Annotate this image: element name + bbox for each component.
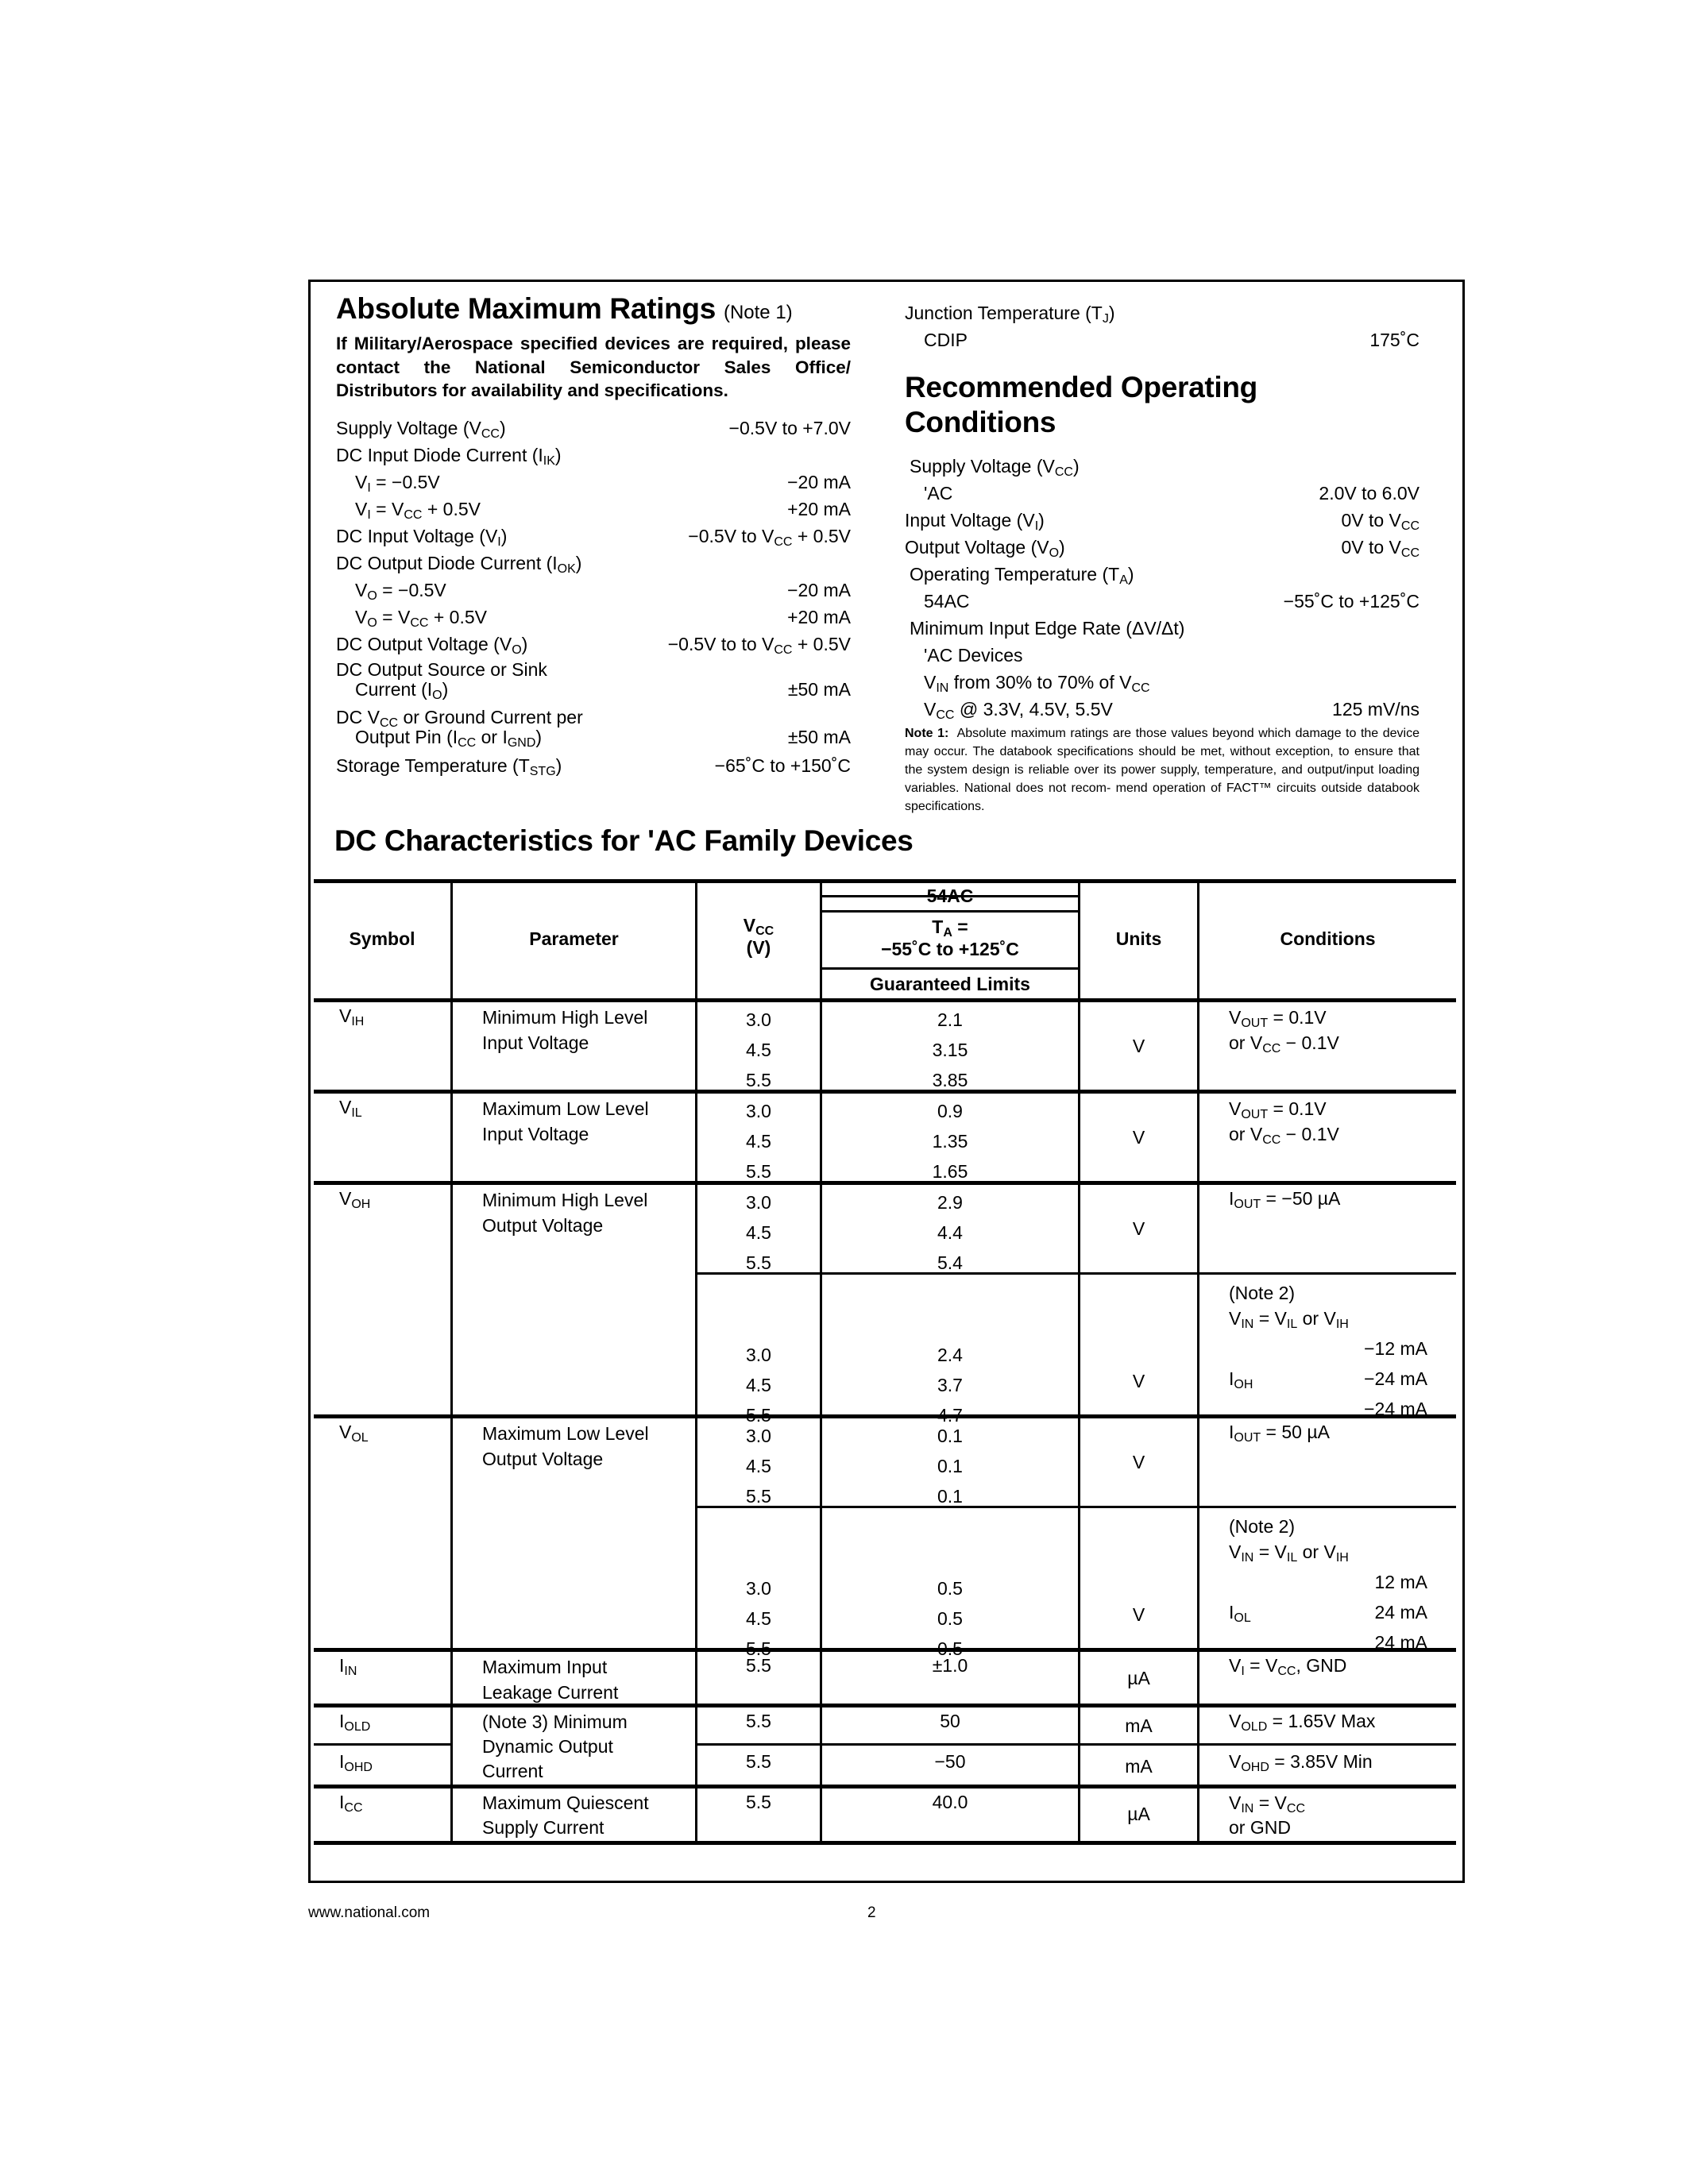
abs-max-item: $V_O = V_{CC} + 0.5V$ +20 mA (355, 607, 851, 630)
symbol-cell: $I_{OLD}$ (339, 1711, 371, 1734)
rec-op-title: Recommended Operating Conditions (905, 371, 1257, 438)
symbol-cell: $I_{CC}$ (339, 1792, 363, 1815)
vcc-cell: 3.0 4.5 5.5 (746, 1578, 771, 1659)
abs-max-value: +20 mA (787, 499, 851, 519)
vcc-cell: 3.0 4.5 5.5 (746, 1192, 771, 1273)
abs-max-title (336, 291, 793, 330)
limit-cell: 2.4 3.7 4.7 (937, 1345, 963, 1426)
conditions-cell: $I_{OUT} = 50$ µA (1229, 1422, 1330, 1445)
limit-cell: 40.0 (932, 1792, 968, 1812)
col-header-symbol: Symbol (349, 928, 415, 949)
parameter-cell: Maximum Low Level Output Voltage (482, 1423, 649, 1469)
units-cell: mA (1125, 1715, 1153, 1736)
units-cell: V (1132, 1036, 1145, 1056)
rec-op-item: $V_{CC}$ @ 3.3V, 4.5V, 5.5V 125 mV/ns (924, 699, 1420, 722)
abs-max-value: −0.5V to $V_{CC} + 0.5V$ (688, 526, 851, 549)
units-cell: V (1132, 1218, 1145, 1239)
limit-cell: 50 (940, 1711, 960, 1731)
conditions-cell: $I_{OUT} = -50$ µA (1229, 1188, 1341, 1211)
note-1-label: Note 1: (905, 727, 949, 740)
dc-title: DC Characteristics for 'AC Family Devices (334, 824, 914, 857)
col-header-units: Units (1115, 928, 1162, 949)
rec-op-item: Output Voltage $(V_O)$ 0V to $V_{CC}$ (905, 537, 1420, 560)
limit-cell: −50 (934, 1751, 966, 1772)
military-notice: If Military/Aerospace specified devices are required, please contact the National Semiconductor Sales Office/ Distributors for availability and specifications. (336, 334, 851, 400)
abs-max-item: $V_I = V_{CC} + 0.5V$ +20 mA (355, 499, 851, 522)
parameter-cell: Minimum High Level Output Voltage (482, 1190, 648, 1236)
limit-cell: 2.1 3.15 3.85 (932, 1009, 968, 1090)
vcc-cell: 3.0 4.5 5.5 (746, 1345, 771, 1426)
vcc-cell: 5.5 (746, 1711, 771, 1731)
rec-op-value: 0V to $V_{CC}$ (1341, 537, 1420, 560)
abs-max-value: −20 mA (787, 580, 851, 600)
conditions-cell: (Note 2) $V_{IN} = V_{IL}$ or $V_{IH}$ 12 mA $I_{OL}$ 24 mA 24 mA (1229, 1516, 1427, 1653)
parameter-cell: (Note 3) Minimum Dynamic Output Current (482, 1711, 628, 1781)
abs-max-item: DC $V_{CC}$ or Ground Current per Output Pin ($I_{CC}$ or $I_{GND}$) ±50 mA (336, 707, 851, 750)
abs-max-title-note: (Note 1) (723, 302, 793, 323)
abs-max-title-text: Absolute Maximum Ratings (336, 292, 716, 325)
vcc-cell: 3.0 4.5 5.5 (746, 1101, 771, 1182)
abs-max-value: −20 mA (787, 472, 851, 492)
parameter-cell: Minimum High Level Input Voltage (482, 1007, 648, 1053)
symbol-cell: $V_{IL}$ (339, 1097, 362, 1120)
col-header-vcc: $V_{CC}$ (V) (743, 915, 774, 958)
units-cell: V (1132, 1127, 1145, 1148)
units-cell: V (1132, 1371, 1145, 1391)
vcc-cell: 5.5 (746, 1751, 771, 1772)
abs-max-item: Supply Voltage $(V_{CC})$ −0.5V to +7.0V (336, 418, 851, 441)
abs-max-value: −0.5V to to $V_{CC} + 0.5V$ (667, 634, 851, 657)
conditions-cell: $V_{IN} = V_{CC}$ or GND (1229, 1792, 1306, 1838)
rec-op-item: Operating Temperature $(T_A)$ (910, 564, 1134, 587)
rec-op-item: Supply Voltage $(V_{CC})$ (910, 456, 1080, 479)
vcc-cell: 3.0 4.5 5.5 (746, 1009, 771, 1090)
units-cell: V (1132, 1604, 1145, 1625)
abs-max-value: −0.5V to +7.0V (728, 418, 851, 438)
rec-op-value: 2.0V to 6.0V (1319, 483, 1420, 504)
junction-temp-item: CDIP 175˚C (924, 330, 1420, 350)
rec-op-item: Minimum Input Edge Rate (ΔV/Δt) (910, 618, 1185, 639)
abs-max-value: ±50 mA (787, 679, 851, 700)
abs-max-item: DC Output Diode Current $(I_{OK})$ (336, 553, 582, 576)
symbol-cell: $V_{IH}$ (339, 1005, 365, 1028)
abs-max-item: $V_O = -0.5V$ −20 mA (355, 580, 851, 603)
rec-op-value: −55˚C to +125˚C (1283, 591, 1420, 612)
abs-max-item: Storage Temperature $(T_{STG})$ −65˚C to +150˚C (336, 755, 851, 778)
abs-max-item: $V_I = -0.5V$ −20 mA (355, 472, 851, 495)
abs-max-item: DC Input Voltage $(V_I)$ −0.5V to $V_{CC} + 0.5V$ (336, 526, 851, 549)
symbol-cell: $I_{IN}$ (339, 1655, 357, 1678)
parameter-cell: Maximum Low Level Input Voltage (482, 1098, 649, 1144)
col-header-limits: Guaranteed Limits (870, 974, 1030, 994)
rec-op-value: 125 mV/ns (1332, 699, 1420, 720)
col-header-device: 54AC (926, 886, 974, 906)
units-cell: V (1132, 1452, 1145, 1472)
rec-op-item: Input Voltage $(V_I)$ 0V to $V_{CC}$ (905, 510, 1420, 533)
rec-op-item: 'AC 2.0V to 6.0V (924, 483, 1420, 504)
parameter-cell: Maximum Input Leakage Current (482, 1657, 619, 1703)
limit-cell: 0.5 0.5 0.5 (937, 1578, 963, 1659)
abs-max-value: −65˚C to +150˚C (714, 755, 851, 776)
conditions-cell: $V_{OUT} = 0.1V$ or $V_{CC} - 0.1V$ (1229, 1007, 1339, 1055)
abs-max-item: DC Output Source or Sink Current $(I_O)$ ±50 mA (336, 659, 851, 702)
conditions-cell: (Note 2) $V_{IN} = V_{IL}$ or $V_{IH}$ −12 mA $I_{OH}$ −24 mA −24 mA (1229, 1283, 1427, 1419)
limit-cell: 0.9 1.35 1.65 (932, 1101, 968, 1182)
conditions-cell: $V_{OHD} = 3.85V$ Min (1229, 1751, 1373, 1774)
junction-temp-label: Junction Temperature $(T_J)$ (905, 303, 1115, 326)
abs-max-item: DC Output Voltage $(V_O)$ −0.5V to to $V_{CC} + 0.5V$ (336, 634, 851, 657)
page-number: 2 (867, 1904, 876, 1921)
footer-website[interactable]: www.national.com (308, 1904, 431, 1921)
rec-op-item: 'AC Devices (924, 645, 1023, 666)
conditions-cell: $V_{OUT} = 0.1V$ or $V_{CC} - 0.1V$ (1229, 1098, 1339, 1147)
col-header-conditions: Conditions (1280, 928, 1376, 949)
symbol-cell: $V_{OH}$ (339, 1188, 371, 1211)
conditions-cell: $V_I = V_{CC}$, GND (1229, 1655, 1347, 1678)
limit-cell: 2.9 4.4 5.4 (937, 1192, 963, 1273)
note-1 (905, 724, 1420, 816)
vcc-cell: 5.5 (746, 1792, 771, 1812)
conditions-cell: $V_{OLD} = 1.65V$ Max (1229, 1711, 1376, 1734)
limit-cell: 0.1 0.1 0.1 (937, 1426, 963, 1507)
limit-cell: ±1.0 (932, 1655, 968, 1676)
abs-max-value: +20 mA (787, 607, 851, 627)
col-header-parameter: Parameter (529, 928, 619, 949)
rec-op-value: 0V to $V_{CC}$ (1341, 510, 1420, 533)
abs-max-item: DC Input Diode Current $(I_{IK})$ (336, 445, 562, 468)
units-cell: µA (1127, 1668, 1150, 1688)
rec-op-item: $V_{IN}$ from 30% to 70% of $V_{CC}$ (924, 672, 1150, 695)
units-cell: mA (1125, 1756, 1153, 1777)
note-1-text: Absolute maximum ratings are those values beyond which damage to the device may occur. The databook specifications should be met, without exception, to ensure that the system design is reliable over its power supply, temperature, and output/input loading variables. National does not recom- mend operation of FACT™ circuits outside databook specifications. (905, 727, 1420, 813)
parameter-cell: Maximum Quiescent Supply Current (482, 1792, 649, 1838)
junction-temp-value: 175˚C (1369, 330, 1420, 350)
symbol-cell: $V_{OL}$ (339, 1422, 369, 1445)
abs-max-value: ±50 mA (787, 727, 851, 747)
vcc-cell: 3.0 4.5 5.5 (746, 1426, 771, 1507)
symbol-cell: $I_{OHD}$ (339, 1751, 373, 1774)
vcc-cell: 5.5 (746, 1655, 771, 1676)
units-cell: µA (1127, 1804, 1150, 1824)
col-header-temp: $T_A$ = −55˚C to +125˚C (881, 916, 1019, 959)
rec-op-item: 54AC −55˚C to +125˚C (924, 591, 1420, 612)
